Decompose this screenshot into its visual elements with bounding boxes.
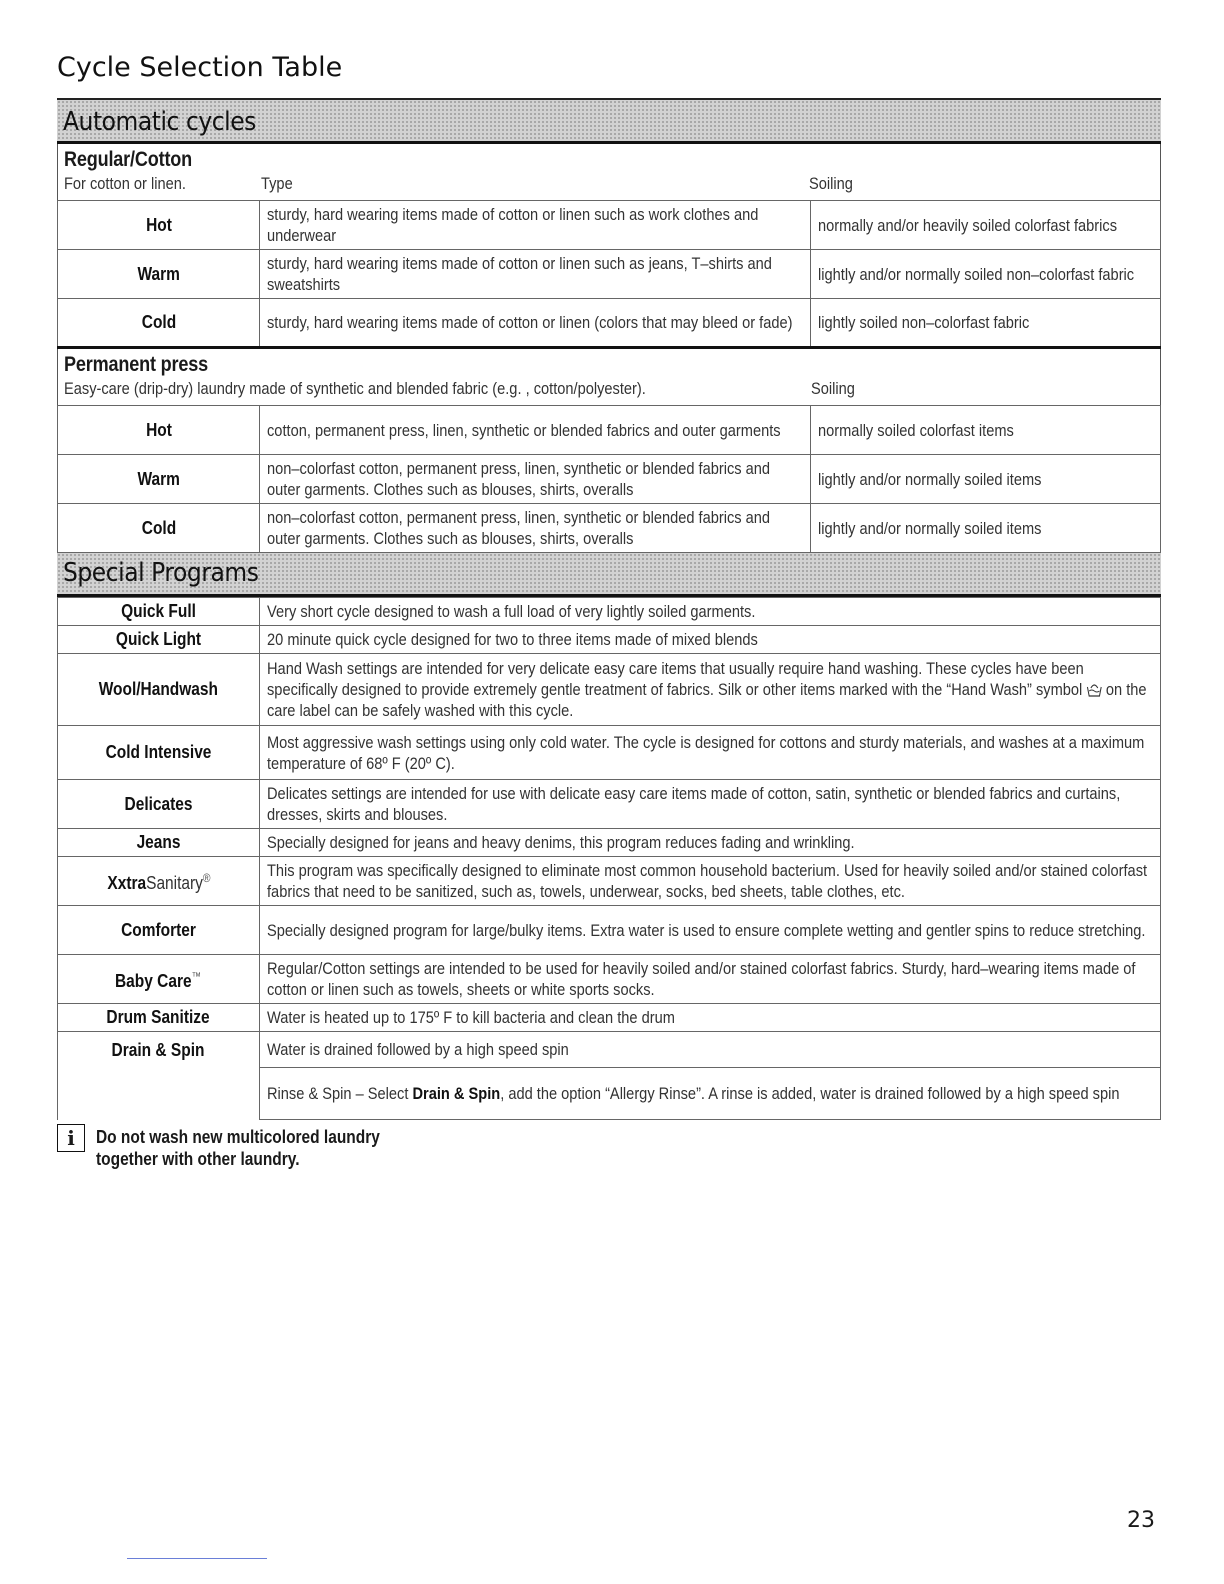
- program-desc: Very short cycle designed to wash a full load of very lightly soiled garments.: [260, 598, 1161, 626]
- program-name: Comforter: [58, 906, 260, 955]
- special-programs-table: [57, 597, 1161, 1120]
- soiling-label: Soiling: [811, 379, 855, 398]
- divider: [127, 1558, 267, 1559]
- cycle-name: Warm: [58, 250, 260, 299]
- page-number: 23: [1127, 1508, 1155, 1533]
- type-label: Type: [261, 174, 293, 193]
- table-row: [58, 299, 1161, 348]
- section-desc: For cotton or linen.: [64, 174, 186, 193]
- table-row: [58, 504, 1161, 553]
- cycle-table: [57, 98, 1161, 1120]
- permanent-press-header: [58, 349, 1160, 405]
- table-row: [58, 955, 1161, 1004]
- table-row: [58, 406, 1161, 455]
- cycle-soiling: lightly and/or normally soiled items: [811, 455, 1161, 504]
- note-text: Do not wash new multicolored laundry together with other laundry.: [96, 1127, 380, 1169]
- program-desc: Specially designed for jeans and heavy denims, this program reduces fading and wrinkling.: [260, 829, 1161, 857]
- program-desc: Most aggressive wash settings using only cold water. The cycle is designed for cottons and sturdy materials, and washes at a maximum temperature of 68º F (20º C).: [260, 726, 1161, 780]
- table-row: [58, 857, 1161, 906]
- section-heading: Permanent press: [64, 353, 208, 376]
- cycle-type: sturdy, hard wearing items made of cotton or linen such as jeans, T–shirts and sweatshirts: [260, 250, 811, 299]
- program-name: Cold Intensive: [58, 726, 260, 780]
- program-name: XxtraSanitary®: [58, 857, 260, 906]
- handwash-symbol-icon: [1086, 681, 1101, 697]
- table-row: [58, 654, 1161, 726]
- regular-cotton-table: [57, 200, 1161, 349]
- cycle-name: Warm: [58, 455, 260, 504]
- regular-cotton-section: [57, 144, 1161, 200]
- program-desc: Water is heated up to 175º F to kill bacteria and clean the drum: [260, 1004, 1161, 1032]
- table-row: [58, 1004, 1161, 1032]
- program-desc: Water is drained followed by a high speed spin: [260, 1032, 1161, 1068]
- cycle-soiling: lightly and/or normally soiled items: [811, 504, 1161, 553]
- cycle-name: Hot: [58, 406, 260, 455]
- cycle-name: Hot: [58, 201, 260, 250]
- program-desc: Specially designed program for large/bulky items. Extra water is used to ensure complete wetting and gentler spins to reduce stretching.: [260, 906, 1161, 955]
- table-row: [58, 626, 1161, 654]
- band-label: Automatic cycles: [63, 107, 256, 137]
- cycle-type: sturdy, hard wearing items made of cotton or linen (colors that may bleed or fade): [260, 299, 811, 348]
- band-label: Special Programs: [63, 558, 259, 588]
- section-heading: Regular/Cotton: [64, 148, 193, 171]
- table-row: [58, 906, 1161, 955]
- cycle-type: non–colorfast cotton, permanent press, linen, synthetic or blended fabrics and outer garments. Clothes such as blouses, shirts, overalls: [260, 455, 811, 504]
- permanent-press-table: [57, 405, 1161, 553]
- table-row: [58, 726, 1161, 780]
- info-icon: i: [57, 1124, 85, 1152]
- table-row: [58, 829, 1161, 857]
- table-row: [58, 250, 1161, 299]
- program-name: Jeans: [58, 829, 260, 857]
- program-desc: Hand Wash settings are intended for very delicate easy care items that usually require hand washing. These cycles have been specifically designed to provide extremely gentle treatment of fabrics. Silk or other items marked with the “Hand Wash” symbol on the care label can be safely washed with this cycle.: [260, 654, 1161, 726]
- cycle-soiling: normally soiled colorfast items: [811, 406, 1161, 455]
- program-name: Drum Sanitize: [58, 1004, 260, 1032]
- program-name: Baby Care™: [58, 955, 260, 1004]
- regular-cotton-header: [58, 144, 1160, 200]
- section-desc: Easy-care (drip-dry) laundry made of synthetic and blended fabric (e.g. , cotton/polyester).: [64, 379, 646, 398]
- cycle-type: sturdy, hard wearing items made of cotton or linen such as work clothes and underwear: [260, 201, 811, 250]
- program-desc: Regular/Cotton settings are intended to be used for heavily soiled and/or stained colorfast fabrics. Sturdy, hard–wearing items made of cotton or linen such as towels, sheets or white sports socks.: [260, 955, 1161, 1004]
- automatic-cycles-band: [57, 98, 1161, 144]
- program-desc: Delicates settings are intended for use with delicate easy care items made of cotton, satin, synthetic or blended fabrics and curtains, dresses, skirts and blouses.: [260, 780, 1161, 829]
- program-desc: This program was specifically designed to eliminate most common household bacterium. Used for heavily soiled and/or stained colorfast fabrics that need to be sanitized, such as, towels, underwear, socks, bed sheets, table clothes, etc.: [260, 857, 1161, 906]
- program-desc: Rinse & Spin – Select Drain & Spin, add the option “Allergy Rinse”. A rinse is added, water is drained followed by a high speed spin: [260, 1068, 1161, 1120]
- cycle-soiling: normally and/or heavily soiled colorfast fabrics: [811, 201, 1161, 250]
- table-row: [58, 598, 1161, 626]
- cycle-type: non–colorfast cotton, permanent press, linen, synthetic or blended fabrics and outer garments. Clothes such as blouses, shirts, overalls: [260, 504, 811, 553]
- permanent-press-section: [57, 349, 1161, 405]
- program-name: Delicates: [58, 780, 260, 829]
- cycle-name: Cold: [58, 299, 260, 348]
- program-name: Wool/Handwash: [58, 654, 260, 726]
- cycle-soiling: lightly soiled non–colorfast fabric: [811, 299, 1161, 348]
- cycle-name: Cold: [58, 504, 260, 553]
- program-name: Drain & Spin: [58, 1032, 260, 1120]
- table-row: [58, 1032, 1161, 1068]
- soiling-label: Soiling: [809, 174, 853, 193]
- table-row: [58, 455, 1161, 504]
- program-desc: 20 minute quick cycle designed for two to three items made of mixed blends: [260, 626, 1161, 654]
- cycle-type: cotton, permanent press, linen, synthetic or blended fabrics and outer garments: [260, 406, 811, 455]
- special-programs-band: [57, 553, 1161, 597]
- table-row: [58, 201, 1161, 250]
- table-row: [58, 780, 1161, 829]
- page-title: Cycle Selection Table: [57, 52, 343, 83]
- cycle-soiling: lightly and/or normally soiled non–colorfast fabric: [811, 250, 1161, 299]
- program-name: Quick Full: [58, 598, 260, 626]
- program-name: Quick Light: [58, 626, 260, 654]
